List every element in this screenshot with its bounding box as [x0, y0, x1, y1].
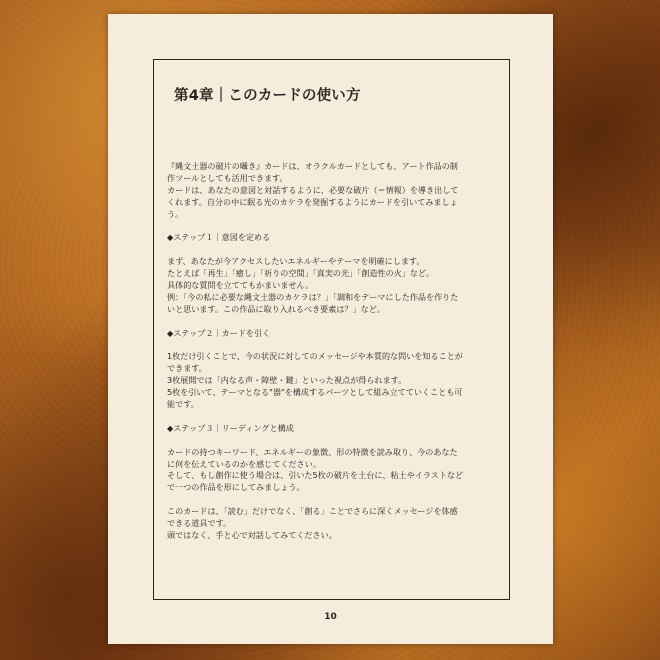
- blank-line: [167, 411, 501, 423]
- document-page: [108, 14, 553, 644]
- step-heading: ◆ステップ３｜リーディングと構成: [167, 422, 294, 433]
- body-line: う。: [167, 208, 184, 219]
- body-line: 能です。: [167, 399, 199, 410]
- body-line: 5枚を引いて、テーマとなる"器"を構成するパーツとして組み立てていくことも可: [167, 387, 463, 398]
- body-line: に何を伝えているのかを感じてください。: [167, 458, 321, 469]
- body-line: カードの持つキーワード、エネルギーの象徴、形の特徴を読み取り、今のあなた: [167, 446, 458, 457]
- blank-line: [167, 494, 501, 506]
- blank-line: [167, 435, 501, 447]
- body-line: そして、もし創作に使う場合は、引いた5枚の破片を土台に、粘土やイラストなど: [167, 470, 464, 481]
- body-line: で一つの作品を形にしてみましょう。: [167, 482, 305, 493]
- page-border-frame: [153, 59, 510, 600]
- body-line: まず、あなたが今アクセスしたいエネルギーやテーマを明確にします。: [167, 256, 425, 267]
- body-line: このカードは、「読む」だけでなく、「創る」ことでさらに深くメッセージを体感: [167, 506, 458, 517]
- body-line: 具体的な質問を立ててもかまいません。: [167, 280, 314, 291]
- body-line: 『縄文土器の破片の囁き』カードは、オラクルカードとしても、アート作品の制: [167, 161, 458, 171]
- blank-line: [167, 221, 501, 233]
- body-line: いと思います。この作品に取り入れるべき要素は？」など。: [167, 303, 385, 314]
- step-heading: ◆ステップ１｜意図を定める: [167, 232, 271, 243]
- step-heading: ◆ステップ２｜カードを引く: [167, 327, 271, 338]
- body-line: 1枚だけ引くことで、今の状況に対してのメッセージや本質的な問いを知ることが: [167, 351, 463, 362]
- body-line: たとえば「再生」「癒し」「祈りの空間」「真実の光」「創造性の火」など。: [167, 268, 435, 279]
- blank-line: [167, 244, 501, 256]
- body-line: 頭ではなく、手と心で対話してみてください。: [167, 529, 337, 540]
- page-number: 10: [324, 612, 337, 622]
- body-line: くれます。自分の中に眠る光のカケラを発掘するようにカードを引いてみましょ: [167, 196, 458, 207]
- body-line: 3枚展開では「内なる声・障壁・鍵」といった視点が得られます。: [167, 375, 407, 386]
- chapter-title: 第4章｜このカードの使い方: [174, 88, 361, 104]
- body-text: [167, 161, 501, 542]
- body-line: 作ツールとしても活用できます。: [167, 172, 288, 183]
- blank-line: [167, 316, 501, 328]
- body-line: カードは、あなたの意図と対話するように、必要な破片（＝情報）を導き出して: [167, 184, 459, 195]
- body-line: できる道具です。: [167, 518, 232, 529]
- body-line: 例：「今の私に必要な縄文土器のカケラは？」「調和をテーマにした作品を作りた: [167, 291, 459, 302]
- blank-line: [167, 340, 501, 352]
- body-line: できます。: [167, 363, 207, 374]
